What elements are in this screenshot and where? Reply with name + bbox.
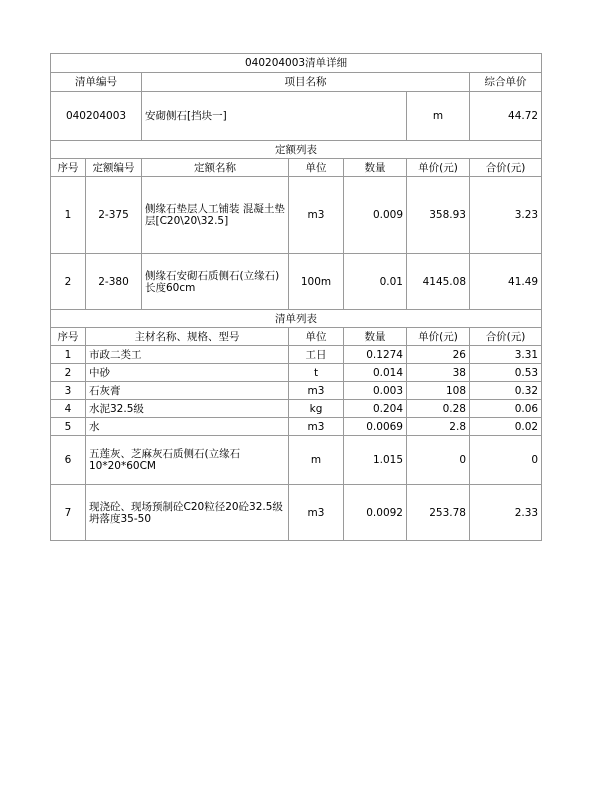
material-name: 水 bbox=[86, 418, 289, 436]
material-no: 7 bbox=[51, 485, 86, 541]
material-name: 石灰膏 bbox=[86, 382, 289, 400]
material-row bbox=[51, 346, 542, 364]
item-header-row bbox=[51, 73, 542, 92]
material-row bbox=[51, 418, 542, 436]
title-row bbox=[51, 54, 542, 73]
material-qty: 0.003 bbox=[344, 382, 407, 400]
material-qty: 1.015 bbox=[344, 436, 407, 485]
item-row bbox=[51, 92, 542, 141]
price-header: 综合单价 bbox=[470, 73, 542, 92]
quota-row bbox=[51, 177, 542, 254]
materials-header-row bbox=[51, 328, 542, 346]
material-total: 0.06 bbox=[470, 400, 542, 418]
material-row bbox=[51, 400, 542, 418]
item-code: 040204003 bbox=[51, 92, 142, 141]
quota-header-cell: 定额编号 bbox=[86, 159, 142, 177]
materials-header-cell: 单位 bbox=[289, 328, 344, 346]
material-price: 38 bbox=[407, 364, 470, 382]
material-qty: 0.1274 bbox=[344, 346, 407, 364]
material-row bbox=[51, 485, 542, 541]
item-name: 安砌侧石[挡块一] bbox=[142, 92, 407, 141]
material-row bbox=[51, 436, 542, 485]
material-name: 五莲灰、芝麻灰石质侧石(立缘石 10*20*60CM bbox=[86, 436, 289, 485]
material-unit: t bbox=[289, 364, 344, 382]
material-price: 2.8 bbox=[407, 418, 470, 436]
quota-header-cell: 合价(元) bbox=[470, 159, 542, 177]
quota-qty: 0.01 bbox=[344, 254, 407, 310]
material-price: 0 bbox=[407, 436, 470, 485]
quota-no: 2 bbox=[51, 254, 86, 310]
quota-name: 侧缘石安砌石质侧石(立缘石) 长度60cm bbox=[142, 254, 289, 310]
material-unit: kg bbox=[289, 400, 344, 418]
quota-qty: 0.009 bbox=[344, 177, 407, 254]
material-row bbox=[51, 382, 542, 400]
material-no: 1 bbox=[51, 346, 86, 364]
material-total: 0.02 bbox=[470, 418, 542, 436]
item-unit: m bbox=[407, 92, 470, 141]
material-total: 2.33 bbox=[470, 485, 542, 541]
materials-section-row bbox=[51, 310, 542, 328]
material-no: 4 bbox=[51, 400, 86, 418]
quota-unit: 100m bbox=[289, 254, 344, 310]
material-unit: 工日 bbox=[289, 346, 344, 364]
material-unit: m3 bbox=[289, 382, 344, 400]
materials-header-cell: 主材名称、规格、型号 bbox=[86, 328, 289, 346]
quota-code: 2-375 bbox=[86, 177, 142, 254]
sheet-title: 040204003清单详细 bbox=[51, 54, 542, 73]
material-qty: 0.0092 bbox=[344, 485, 407, 541]
material-price: 26 bbox=[407, 346, 470, 364]
material-name: 现浇砼、现场预制砼C20粒径20砼32.5级坍落度35-50 bbox=[86, 485, 289, 541]
material-price: 0.28 bbox=[407, 400, 470, 418]
material-total: 3.31 bbox=[470, 346, 542, 364]
materials-header-cell: 单价(元) bbox=[407, 328, 470, 346]
materials-header-cell: 序号 bbox=[51, 328, 86, 346]
material-no: 2 bbox=[51, 364, 86, 382]
quota-header-cell: 定额名称 bbox=[142, 159, 289, 177]
name-header: 项目名称 bbox=[142, 73, 470, 92]
quota-header-row bbox=[51, 159, 542, 177]
material-total: 0.32 bbox=[470, 382, 542, 400]
quota-price: 4145.08 bbox=[407, 254, 470, 310]
quota-header-cell: 单价(元) bbox=[407, 159, 470, 177]
material-price: 108 bbox=[407, 382, 470, 400]
material-name: 市政二类工 bbox=[86, 346, 289, 364]
quota-no: 1 bbox=[51, 177, 86, 254]
quota-header-cell: 单位 bbox=[289, 159, 344, 177]
materials-header-cell: 数量 bbox=[344, 328, 407, 346]
material-name: 水泥32.5级 bbox=[86, 400, 289, 418]
material-total: 0 bbox=[470, 436, 542, 485]
materials-header-cell: 合价(元) bbox=[470, 328, 542, 346]
bill-detail-table bbox=[50, 53, 542, 541]
material-unit: m3 bbox=[289, 418, 344, 436]
quota-name: 侧缘石垫层人工铺装 混凝土垫层[C20\20\32.5] bbox=[142, 177, 289, 254]
material-no: 3 bbox=[51, 382, 86, 400]
quota-unit: m3 bbox=[289, 177, 344, 254]
material-no: 6 bbox=[51, 436, 86, 485]
quota-total: 41.49 bbox=[470, 254, 542, 310]
material-qty: 0.014 bbox=[344, 364, 407, 382]
materials-section-title: 清单列表 bbox=[51, 310, 542, 328]
material-name: 中砂 bbox=[86, 364, 289, 382]
quota-header-cell: 序号 bbox=[51, 159, 86, 177]
quota-total: 3.23 bbox=[470, 177, 542, 254]
material-total: 0.53 bbox=[470, 364, 542, 382]
material-qty: 0.0069 bbox=[344, 418, 407, 436]
material-qty: 0.204 bbox=[344, 400, 407, 418]
material-no: 5 bbox=[51, 418, 86, 436]
material-unit: m bbox=[289, 436, 344, 485]
quota-section-row bbox=[51, 141, 542, 159]
code-header: 清单编号 bbox=[51, 73, 142, 92]
quota-price: 358.93 bbox=[407, 177, 470, 254]
quota-row bbox=[51, 254, 542, 310]
quota-section-title: 定额列表 bbox=[51, 141, 542, 159]
material-price: 253.78 bbox=[407, 485, 470, 541]
material-row bbox=[51, 364, 542, 382]
item-price: 44.72 bbox=[470, 92, 542, 141]
quota-code: 2-380 bbox=[86, 254, 142, 310]
quota-header-cell: 数量 bbox=[344, 159, 407, 177]
material-unit: m3 bbox=[289, 485, 344, 541]
